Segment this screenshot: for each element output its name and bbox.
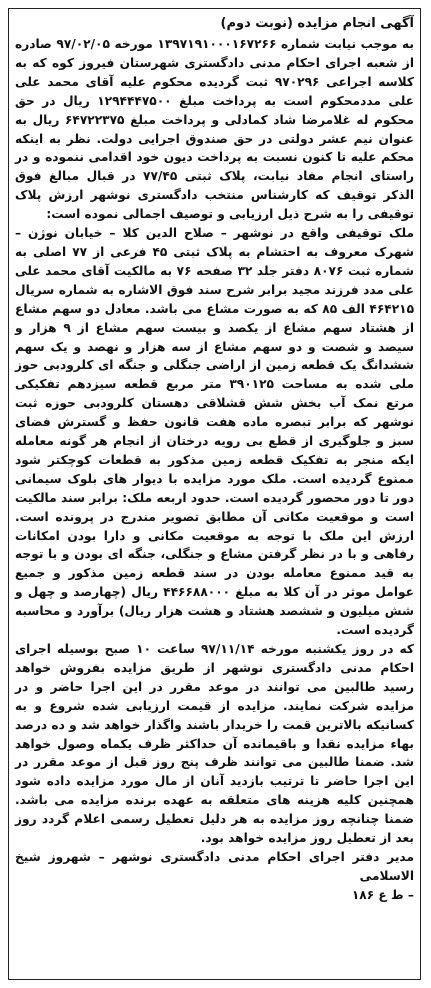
legal-notice [8, 8, 421, 980]
notice-code: – ط ع ۱۸۶ [351, 887, 414, 902]
notice-paragraph: ملک توقیفی واقع در نوشهر – صلاح الدین کلا – خیابان نوژن – شهرک معروف به احتشام به پلاک ثبتی ۴۵ فرعی از ۷۷ اصلی به شماره ثبت ۸۰۷۶ دفتر جلد ۳۲ صفحه ۷۶ به مالکیت آقای محمد علی علی مدد فرزند مجید برابر شرح سند فوق الاشاره به شماره سریال ۴۶۴۲۱۵ الف ۸۵ که به صورت مشاع می باشد. معادل دو سهم مشاع از هشتاد سهم مشاع از یکصد و بیست سهم مشاع از ۹ هزار و سیصد و شصت و دو سهم مشاع از سه هزار و نهصد و یک سهم ششدانگ یک قطعه زمین از اراضی جنگلی و جنگه ای کلرودبی حوز ملی شده به مساحت ۳۹۰۱۲۵ متر مربع قطعه سیزدهم تفکیکی مرتع نمک آب بخش شش قشلاقی دهستان کلرودبی حوزه ثبت نوشهر که برابر تبصره ماده هفت قانون حفظ و گسترش فضای سبز و جلوگیری از قطع بی رویه درختان از انجام هر گونه معامله ایکه منجر به تفکیک قطعه زمین مذکور به قطعات کوچکتر شود ممنوع گردیده است. ملک مورد مزایده با دیوار های بلوک سیمانی دور تا دور محصور گردیده است. حدود اربعه ملک: برابر سند مالکیت است و موقعیت مکانی آن مطابق تصویر مندرج در پرونده است. ارزش این ملک با توجه به موقعیت مکانی و دارا بودن امکانات رفاهی و با در نظر گرفتن مشاع و جنگلی، جنگه ای بودن و با توجه به قید ممنوع معامله بودن در سند قطعه زمین مذکور و جمیع عوامل موثر در آن کلا به مبلغ ۴۴۶۶۸۸۰۰۰ ریال (چهارصد و چهل و شش میلیون و ششصد هشتاد و هشت هزار ریال) برآورد و محاسبه گردیده است. [15, 226, 415, 638]
notice-signature: مدیر دفتر اجرای احکام مدنی دادگستری نوشهر – شهروز شیخ الاسلامی [15, 849, 414, 883]
notice-title: آگهی انجام مزایده (نوبت دوم) [220, 16, 414, 31]
notice-paragraph: به موجب نیابت شماره ۱۳۹۷۱۹۱۰۰۰۱۶۷۲۶۶ مورخه ۹۷/۰۲/۰۵ صادره از شعبه اجرای احکام مدنی دادگستری شهرستان فیروز کوه که به کلاسه اجراعی ۹۷۰۲۹۶ ثبت گردیده محکوم علیه آقای محمد علی علی مددمحکوم است به پرداخت مبلغ ۱۲۹۴۴۴۷۵۰۰ ریال در حق محکوم له غلامرضا شاد کمادلی و پرداخت مبلغ ۶۴۷۲۲۳۷۵ ریال به عنوان نیم عشر دولتی در حق صندوق اجرایی دولت. نظر به اینکه محکم علیه تا کنون نسبت به پرداخت دیون خود اقدامی ننموده و در راستای انجام مفاد نیابت، پلاک ثبتی ۷۷/۴۵ در قبال مبالغ فوق الذکر توقیف که کارشناس منتخب دادگستری نوشهر ارزش پلاک توقیفی را به شرح ذیل ارزیابی و توصیف اجمالی نموده است: [15, 37, 415, 222]
notice-paragraph: که در روز یکشنبه مورخه ۹۷/۱۱/۱۴ ساعت ۱۰ صبح بوسیله اجرای احکام مدنی دادگستری نوشهر از طریق مزایده بفروش خواهد رسید طالبین می توانند در موعد مقرر در این اجرا حاضر و در مزایده شرکت نمایند. مزایده از قیمت ارزیابی شده شروع و به کسانیکه بالاترین قمت را خریدار باشند واگذار خواهد شد و ده درصد بهاء مزایده نقدا و باقیمانده آن حداکثر ظرف یکماه وصول خواهد شد. ضمنا طالبین می توانند ظرف پنج روز قبل از موعد مقرر در این اجرا حاضر تا ترتیب بازدید آنان از مال مورد مزایده داده شود همچنین کلیه هزینه های متعلقه به عهده برنده مزایده می باشد. ضمنا چنانچه روز مزایده به هر دلیل تعطیل رسمی اعلام گردد روز بعد از تعطیل روز مزایده خواهد بود. [15, 642, 414, 846]
